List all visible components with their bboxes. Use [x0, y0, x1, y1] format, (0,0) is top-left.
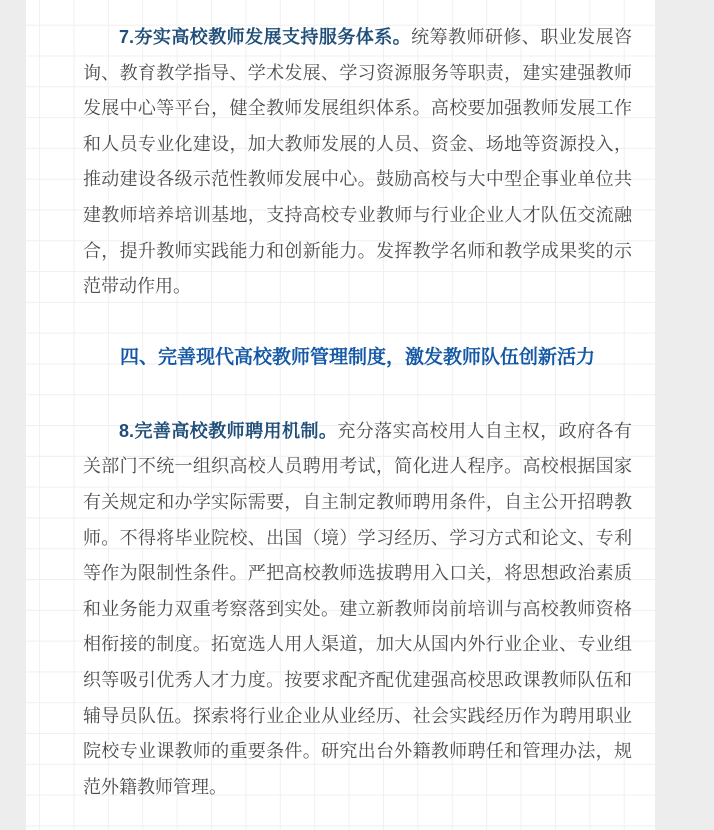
section-heading-4: 四、完善现代高校教师管理制度，激发教师队伍创新活力	[119, 346, 595, 368]
paragraph-item-8-lead: 8.完善高校教师聘用机制。	[119, 420, 338, 441]
paragraph-item-8	[83, 414, 632, 806]
right-margin-band	[655, 0, 714, 830]
document-content	[83, 0, 632, 805]
paragraph-item-7-body: 统筹教师研修、职业发展咨询、教育教学指导、学术发展、学习资源服务等职责，建实建强教师发展中心等平台，健全教师发展组织体系。高校要加强教师发展工作和人员专业化建设，加大教师发展的人员、资金、场地等资源投入，推动建设各级示范性教师发展中心。鼓励高校与大中型企事业单位共建教师培养培训基地，支持高校专业教师与行业企业人才队伍交流融合，提升教师实践能力和创新能力。发挥教学名师和教学成果奖的示范带动作用。	[83, 27, 633, 297]
paragraph-item-7	[83, 20, 632, 305]
paragraph-item-8-body: 充分落实高校用人自主权，政府各有关部门不统一组织高校人员聘用考试，简化进人程序。高校根据国家有关规定和办学实际需要，自主制定教师聘用条件，自主公开招聘教师。不得将毕业院校、出国（境）学习经历、学习方式和论文、专利等作为限制性条件。严把高校教师选拔聘用入口关，将思想政治素质和业务能力双重考察落到实处。建立新教师岗前培训与高校教师资格相衔接的制度。拓宽选人用人渠道，加大从国内外行业企业、专业组织等吸引优秀人才力度。按要求配齐配优建强高校思政课教师队伍和辅导员队伍。探索将行业企业从业经历、社会实践经历作为聘用职业院校专业课教师的重要条件。研究出台外籍教师聘任和管理办法，规范外籍教师管理。	[83, 420, 633, 797]
paragraph-item-7-lead: 7.夯实高校教师发展支持服务体系。	[119, 27, 412, 47]
left-margin-band	[0, 0, 26, 830]
